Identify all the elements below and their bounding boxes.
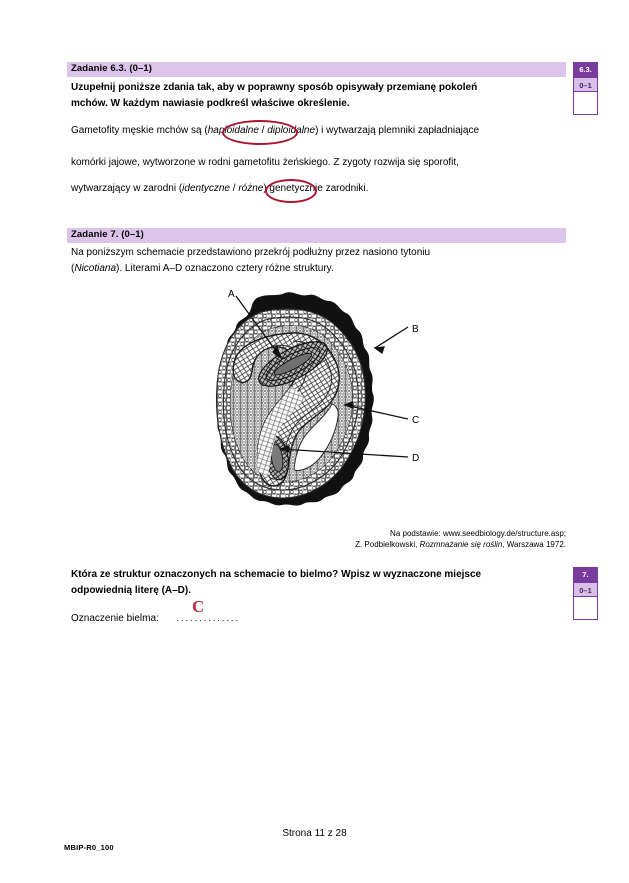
option-identyczne[interactable]: identyczne (182, 183, 230, 194)
sentence-1-separator: / (258, 125, 268, 136)
task-7-intro-line-1: Na poniższym schemacie przedstawiono przekrój podłużny przez nasiono tytoniu (71, 247, 431, 258)
task-7-title: Zadanie 7. (0–1) (71, 229, 144, 240)
task-6-3-instruction-line-2: mchów. W każdym nawiasie podkreśl właściwe określenie. (71, 98, 350, 109)
arrowhead-b (375, 347, 384, 353)
answer-blank-line[interactable]: ․․․․․․․․․․․․․․ (176, 613, 240, 624)
option-diploidalne[interactable]: diploidalne (267, 125, 316, 136)
task-7-band (67, 228, 566, 243)
task-7-intro-line-2 (71, 261, 571, 277)
sentence-3-prefix: wytwarzający w zarodni ( (71, 183, 183, 194)
task-6-3-sentence-line-2: komórki jajowe, wytworzone w rodni gametofitu żeńskiego. Z zygoty rozwija się sporofit, (71, 157, 459, 168)
option-rozne[interactable]: różne (238, 183, 264, 194)
task-6-3-instruction (71, 80, 571, 112)
source-line-2 (260, 539, 566, 550)
option-haploidalne[interactable]: haploidalne (207, 125, 259, 136)
answer-handwritten-letter: C (192, 597, 205, 616)
intro-paren-rest: ). Literami A–D oznaczono cztery różne struktury. (116, 263, 334, 274)
seed-cross-section-figure (195, 286, 435, 521)
figure-source-citation (260, 528, 566, 550)
source-book-title: Rozmnażanie się roślin (419, 540, 503, 549)
intro-paren-open: ( (71, 263, 75, 274)
task-6-3-sentence-line-1 (71, 125, 479, 136)
sentence-3-separator: / (229, 183, 239, 194)
task-7-question-line-1: Która ze struktur oznaczonych na schemacie to bielmo? Wpisz w wyznaczone miejsce (71, 569, 482, 580)
task-6-3-sentence-line-3 (71, 183, 368, 194)
score-box-input-6-3[interactable] (574, 92, 597, 114)
sentence-3-suffix: ) genetycznie zarodniki. (263, 183, 369, 194)
score-box-range-6-3: 0–1 (574, 77, 597, 92)
score-box-range-7: 0–1 (574, 582, 597, 597)
score-box-number-7: 7. (574, 568, 597, 582)
answer-label: Oznaczenie bielma: (71, 613, 159, 624)
score-box-task-6-3[interactable] (573, 62, 598, 115)
score-box-task-7[interactable] (573, 567, 598, 620)
figure-label-d: D (412, 453, 420, 464)
figure-label-b: B (412, 324, 419, 335)
figure-label-c: C (412, 415, 420, 426)
sentence-1-prefix: Gametofity męskie mchów są ( (71, 125, 208, 136)
figure-label-a: A (228, 289, 235, 300)
footer-page-number: Strona 11 z 28 (282, 828, 347, 839)
source-line-1: Na podstawie: www.seedbiology.de/structure.asp; (390, 529, 566, 538)
task-6-3-instruction-line-1: Uzupełnij poniższe zdania tak, aby w poprawny sposób opisywały przemianę pokoleń (71, 82, 478, 93)
source-place-year: , Warszawa 1972. (502, 540, 566, 549)
task-7-question (71, 567, 571, 599)
score-box-input-7[interactable] (574, 597, 597, 619)
score-box-number-6-3: 6.3. (574, 63, 597, 77)
sentence-1-suffix: ) i wytwarzają plemniki zapładniające (315, 125, 480, 136)
footer-document-code: MBIP-R0_100 (64, 843, 114, 852)
task-7-intro (71, 245, 571, 277)
task-7-question-line-2: odpowiednią literę (A–D). (71, 585, 192, 596)
task-6-3-title: Zadanie 6.3. (0–1) (71, 63, 153, 74)
leader-line-b (375, 327, 408, 348)
species-name-nicotiana: Nicotiana (74, 263, 117, 274)
source-author: Z. Podbielkowski, (355, 540, 420, 549)
task-6-3-band (67, 62, 566, 77)
